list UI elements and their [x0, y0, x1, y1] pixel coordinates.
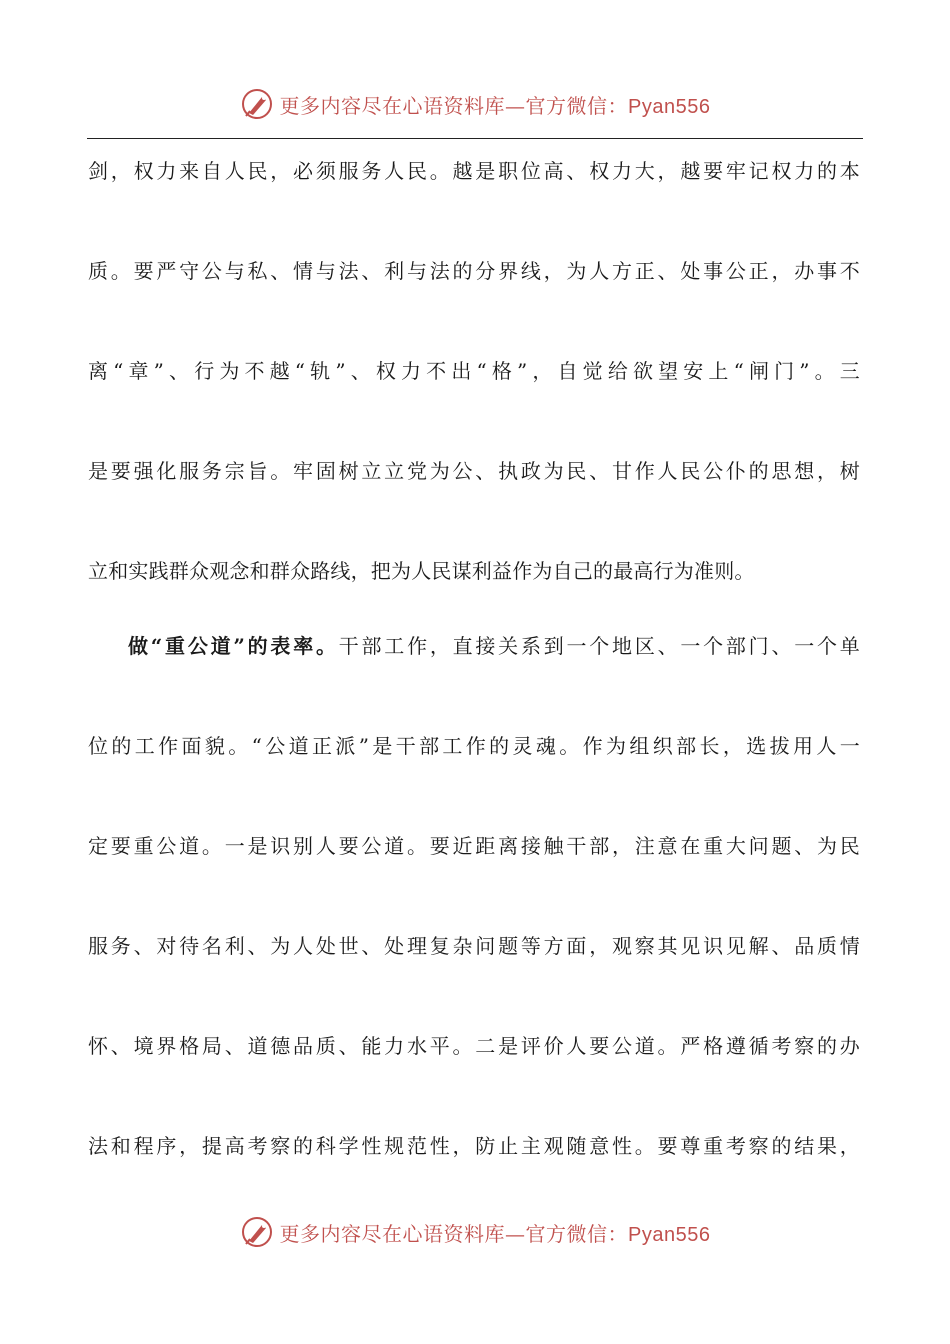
body-line: 服务、对待名利、为人处世、处理复杂问题等方面，观察其见识见解、品质情	[88, 934, 860, 958]
header-banner-text: 更多内容尽在心语资料库—官方微信：Pyan556	[279, 93, 711, 118]
body-line: 离“章”、行为不越“轨”、权力不出“格”，自觉给欲望安上“闸门”。三	[88, 359, 860, 383]
body-line: 位的工作面貌。“公道正派”是干部工作的灵魂。作为组织部长，选拔用人一	[88, 734, 860, 758]
paragraph-first-line	[128, 633, 860, 659]
pen-nib-logo-icon	[240, 87, 274, 121]
body-line: 质。要严守公与私、情与法、利与法的分界线，为人方正、处事公正，办事不	[88, 259, 860, 283]
body-line: 定要重公道。一是识别人要公道。要近距离接触干部，注意在重大问题、为民	[88, 834, 860, 858]
header-wechat-id: Pyan556	[628, 95, 711, 118]
paragraph-lead-heading: 做“重公道”的表率。	[128, 634, 339, 658]
footer-banner	[0, 1212, 950, 1252]
body-line: 怀、境界格局、道德品质、能力水平。二是评价人要公道。严格遵循考察的办	[88, 1034, 860, 1058]
body-line: 是要强化服务宗旨。牢固树立立党为公、执政为民、甘作人民公仆的思想，树	[88, 459, 860, 483]
footer-banner-text: 更多内容尽在心语资料库—官方微信：Pyan556	[279, 1221, 711, 1246]
body-line: 立和实践群众观念和群众路线，把为人民谋利益作为自己的最高行为准则。	[88, 559, 755, 583]
header-divider	[87, 138, 863, 139]
body-line: 法和程序，提高考察的科学性规范性，防止主观随意性。要尊重考察的结果，	[88, 1134, 860, 1158]
header-banner	[0, 84, 950, 124]
footer-wechat-id: Pyan556	[628, 1223, 711, 1246]
paragraph-first-line-text: 干部工作，直接关系到一个地区、一个部门、一个单	[338, 634, 860, 658]
body-line: 剑，权力来自人民，必须服务人民。越是职位高、权力大，越要牢记权力的本	[88, 159, 860, 183]
pen-nib-logo-icon	[240, 1215, 274, 1249]
